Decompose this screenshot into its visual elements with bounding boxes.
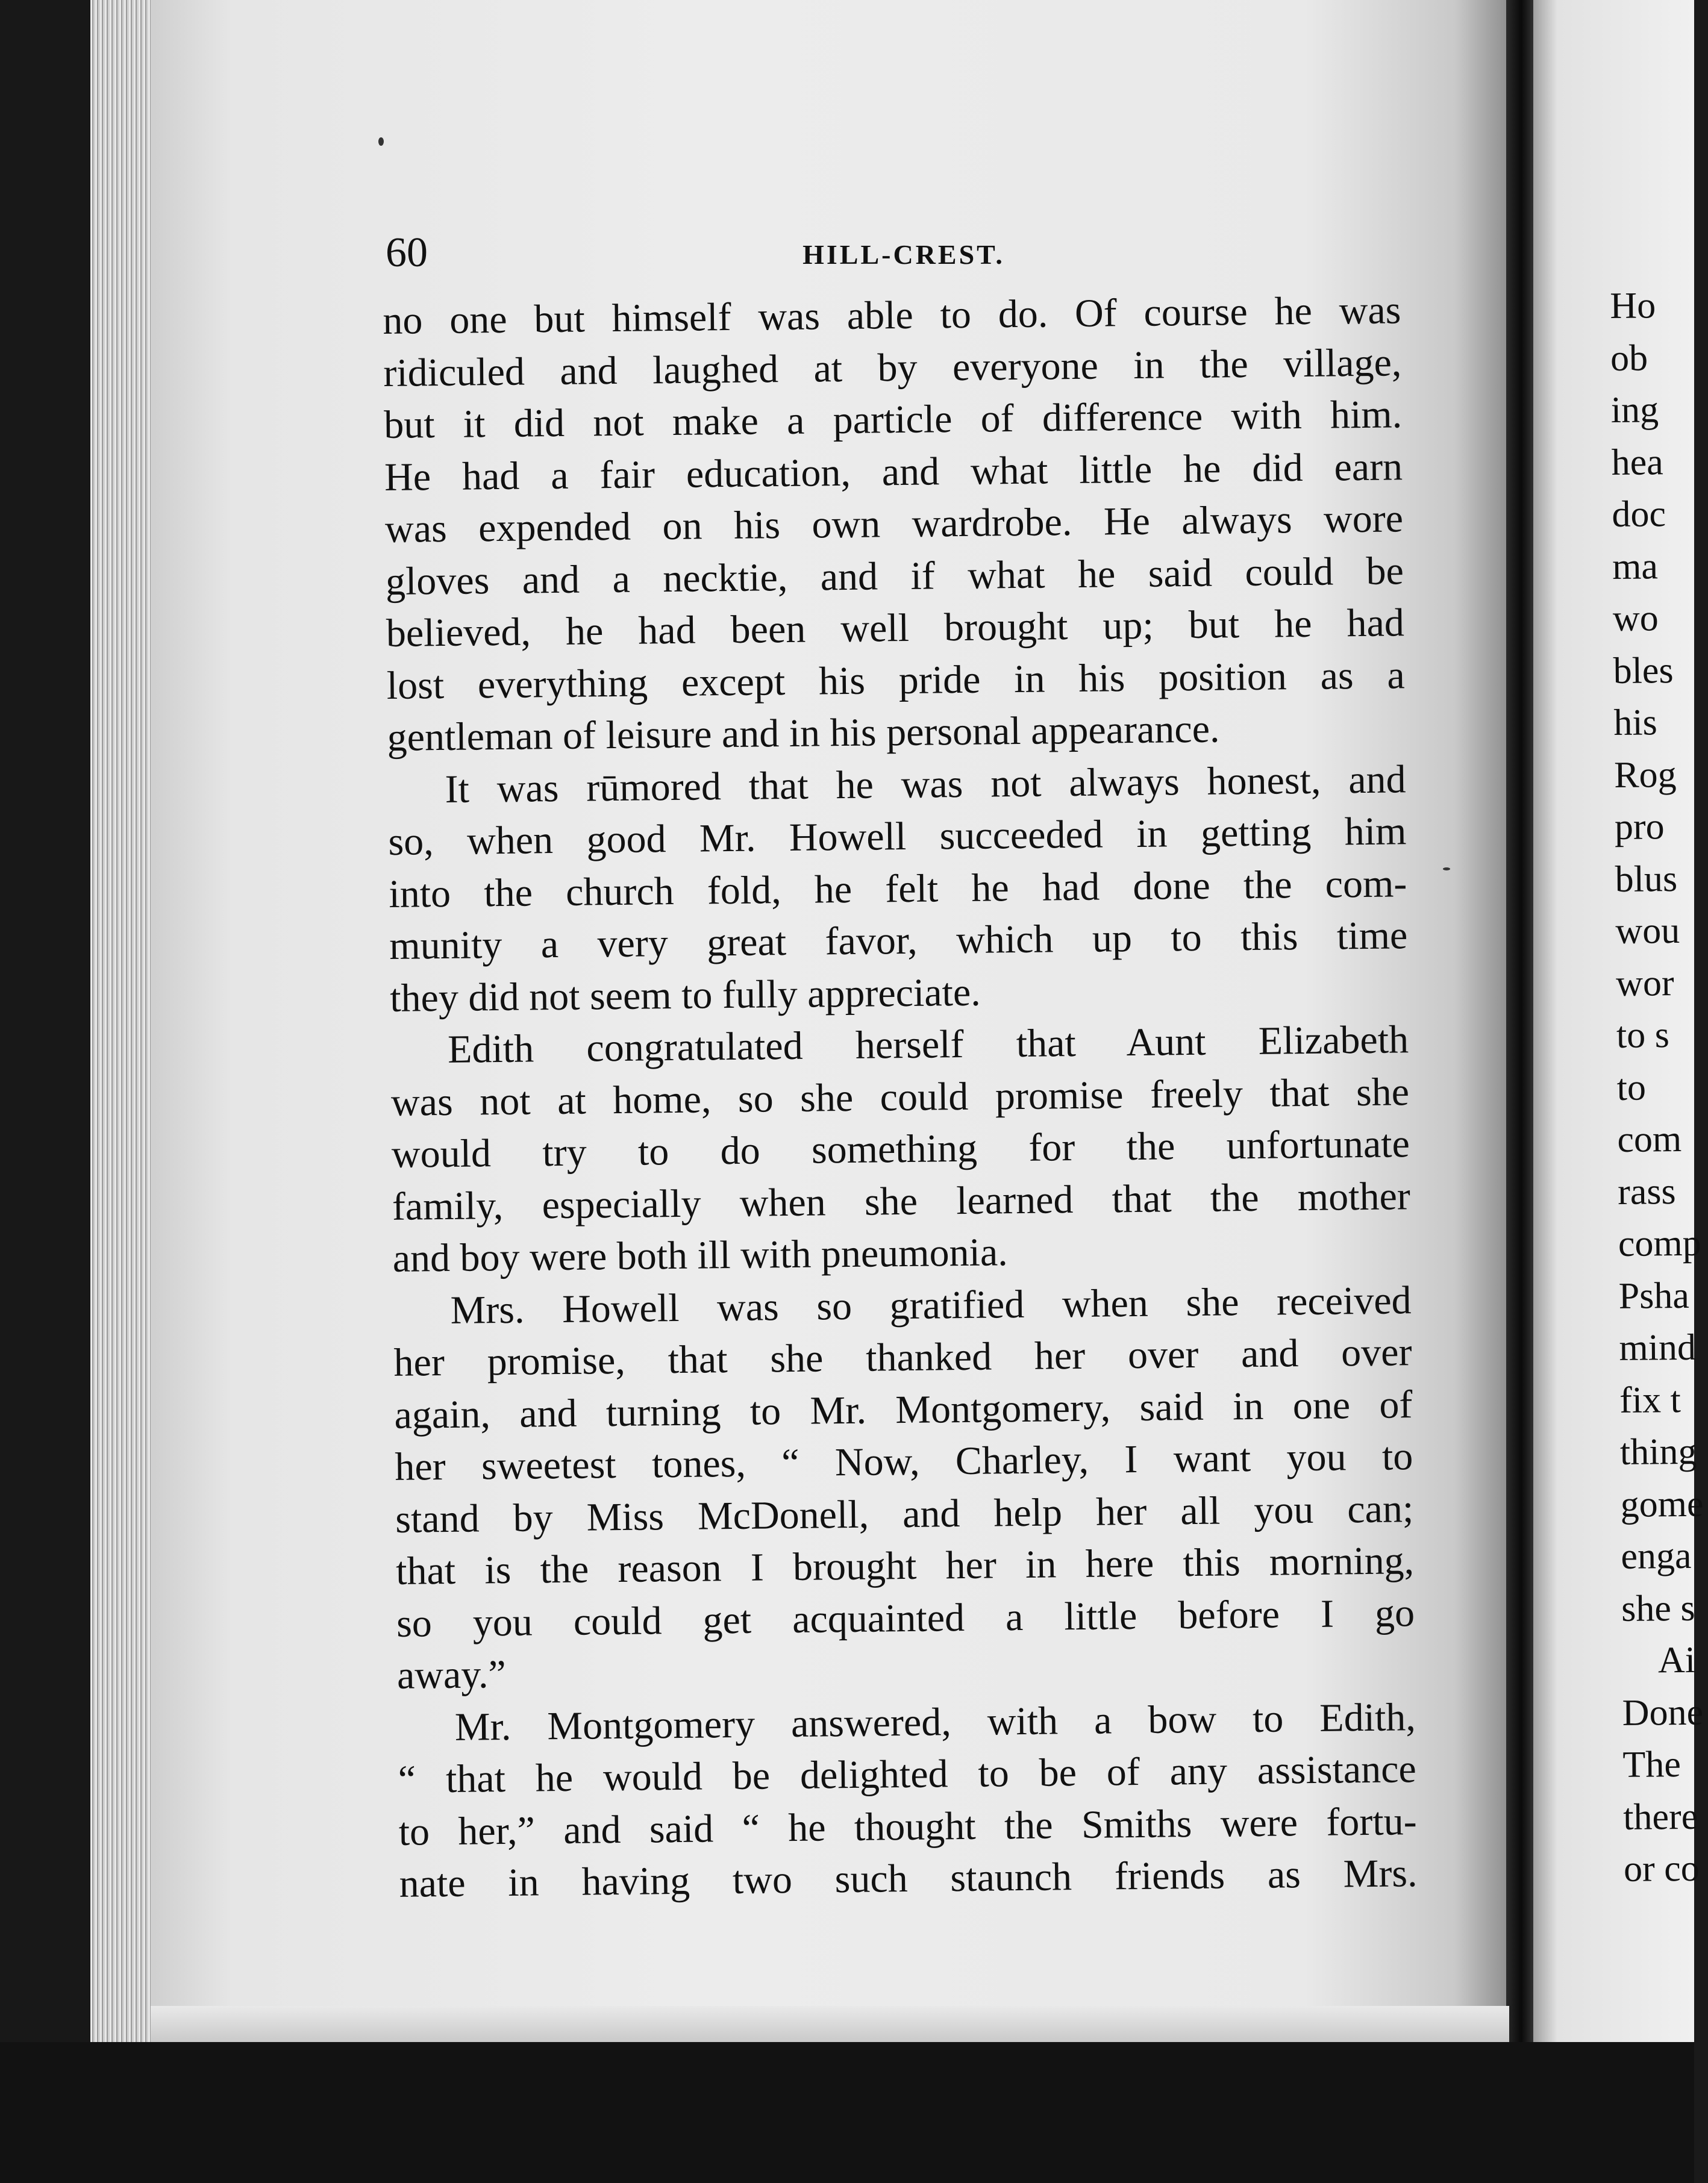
facing-line: or co: [1623, 1847, 1700, 1890]
facing-line: ing: [1610, 389, 1659, 431]
facing-line: hea: [1611, 441, 1663, 483]
text-line: ridiculed and laughed at by everyone in the village,: [383, 340, 1402, 395]
text-line: family, especially when she learned that the mother: [392, 1173, 1411, 1229]
text-line: Mrs. Howell was so gratified when she received: [450, 1278, 1412, 1332]
facing-line: enga: [1621, 1535, 1692, 1577]
body-text: [383, 284, 1418, 1910]
text-line: He had a fair education, and what little he did earn: [384, 444, 1403, 499]
text-line: lost everything except his pride in his position as a: [386, 652, 1406, 708]
text-line: It was rūmored that he was not always honest, and: [445, 757, 1406, 811]
text-line: her sweetest tones, “ Now, Charley, I want you to: [394, 1434, 1413, 1489]
text-line: Mr. Montgomery answered, with a bow to Edith,: [454, 1694, 1416, 1749]
text-line: was expended on his own wardrobe. He always wore: [384, 496, 1404, 551]
facing-line: doc: [1612, 493, 1666, 535]
running-title: HILL-CREST.: [802, 239, 1005, 270]
text-line: no one but himself was able to do. Of course he was: [383, 288, 1401, 343]
facing-line: to s: [1616, 1014, 1670, 1056]
book-gutter: [1506, 0, 1536, 2183]
text-line: to her,” and said “ he thought the Smiths were fortu-: [398, 1799, 1418, 1854]
facing-line: she s: [1621, 1587, 1695, 1629]
facing-line: Done: [1622, 1691, 1704, 1734]
facing-line: ma: [1612, 545, 1659, 587]
page-number: 60: [386, 230, 428, 276]
text-line: Edith congratulated herself that Aunt Elizabeth: [447, 1017, 1409, 1072]
facing-line: Ai: [1657, 1639, 1696, 1681]
text-line: gentleman of leisure and in his personal appearance.: [387, 707, 1220, 760]
text-line: would try to do something for the unfortunate: [391, 1122, 1410, 1176]
page-edges: [90, 0, 154, 2183]
text-line: again, and turning to Mr. Montgomery, said in one of: [394, 1382, 1413, 1437]
facing-line: mind: [1619, 1326, 1697, 1369]
facing-line: gome: [1620, 1483, 1704, 1525]
facing-line: comp: [1618, 1222, 1702, 1264]
text-line: stand by Miss McDonell, and help her all you can;: [395, 1486, 1414, 1541]
text-line: gloves and a necktie, and if what he said could be: [385, 548, 1404, 604]
facing-line: blus: [1615, 858, 1678, 900]
text-line: munity a very great favor, which up to this time: [389, 913, 1408, 968]
page-header: [386, 229, 1422, 277]
facing-line: his: [1613, 702, 1658, 743]
facing-line: bles: [1613, 649, 1674, 692]
text-line: away.”: [396, 1652, 507, 1697]
facing-line: Rog: [1613, 754, 1677, 796]
facing-line: Ho: [1610, 285, 1656, 326]
ink-speck: [378, 137, 384, 146]
text-line: they did not seem to fully appreciate.: [389, 970, 981, 1020]
facing-line: Psha: [1618, 1275, 1690, 1317]
facing-line: there: [1622, 1796, 1698, 1838]
text-line: into the church fold, he felt he had done the com-: [389, 861, 1407, 916]
text-line: nate in having two such staunch friends as Mrs.: [399, 1851, 1418, 1906]
text-line: believed, he had been well brought up; but he had: [386, 601, 1405, 655]
text-line: so you could get acquainted a little before I go: [396, 1590, 1415, 1646]
text-line: “ that he would be delighted to be of any assistance: [398, 1747, 1417, 1802]
facing-line: rass: [1617, 1170, 1676, 1213]
facing-page-text: [1610, 280, 1708, 1896]
text-line: that is the reason I brought her in here this morning,: [395, 1538, 1415, 1593]
text-line: so, when good Mr. Howell succeeded in getting him: [388, 809, 1407, 864]
facing-line: The: [1622, 1744, 1681, 1785]
text-line: was not at home, so she could promise freely that she: [390, 1069, 1410, 1125]
facing-line: wo: [1612, 598, 1659, 639]
text-line: but it did not make a particle of difference with him.: [383, 392, 1403, 447]
text-line: and boy were both ill with pneumonia.: [392, 1230, 1009, 1281]
ink-speck: [1443, 867, 1450, 870]
facing-line: pro: [1614, 806, 1665, 848]
text-line: her promise, that she thanked her over and over: [393, 1330, 1412, 1385]
facing-line: thing: [1619, 1431, 1697, 1473]
facing-line: com: [1617, 1119, 1682, 1160]
facing-line: wou: [1615, 910, 1680, 952]
facing-line: fix t: [1619, 1379, 1681, 1421]
facing-line: to: [1616, 1067, 1647, 1108]
facing-line: ob: [1610, 337, 1648, 379]
facing-line: wor: [1615, 962, 1674, 1004]
scan-bottom-edge: [0, 2042, 1694, 2183]
